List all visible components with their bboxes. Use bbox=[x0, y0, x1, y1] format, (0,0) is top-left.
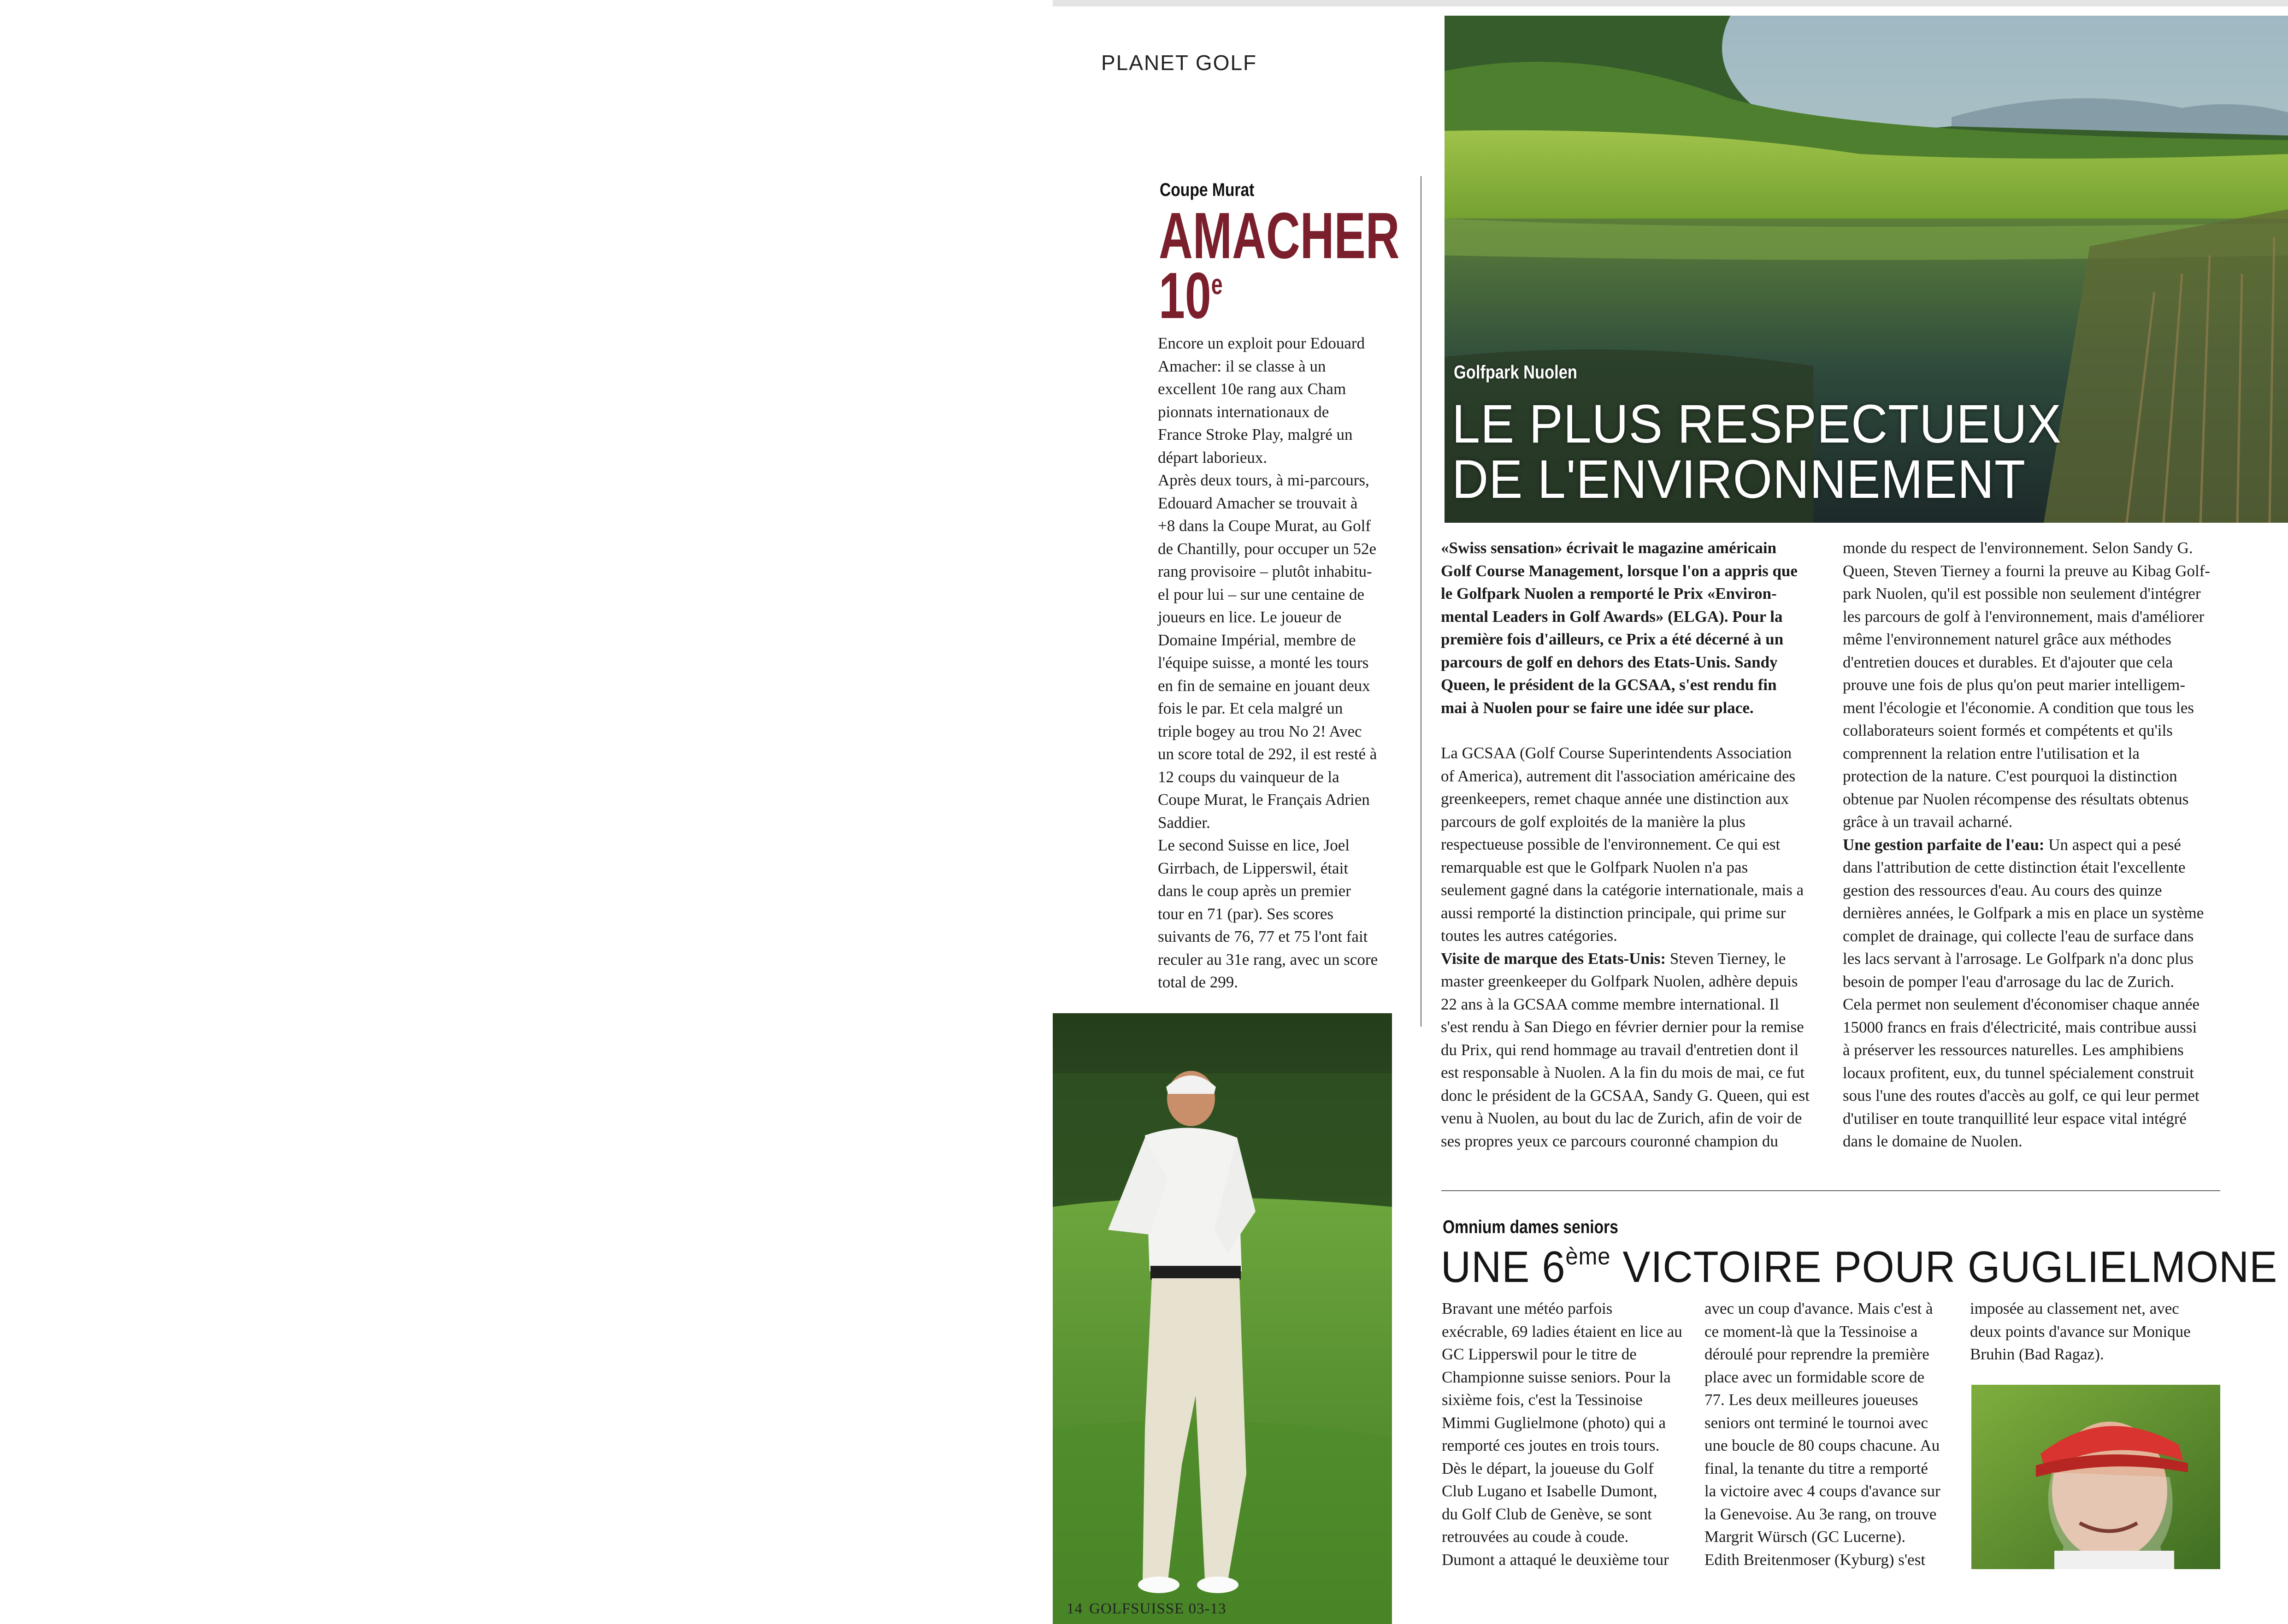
text-line: Amacher: il se classe à un bbox=[1158, 357, 1326, 375]
text-line: Mimmi Guglielmone (photo) qui a bbox=[1442, 1413, 1666, 1432]
folio-page-number: 14 bbox=[1067, 1600, 1083, 1617]
text-line: retrouvées au coude à coude. bbox=[1442, 1528, 1629, 1546]
folio bbox=[1067, 1600, 1232, 1618]
text-line: de Chantilly, pour occuper un 52e bbox=[1158, 539, 1376, 558]
running-head: PLANET GOLF bbox=[1101, 51, 1257, 75]
nuolen-water-first-line: Un aspect qui a pesé bbox=[2044, 835, 2181, 854]
text-line: final, la tenante du titre a remporté bbox=[1704, 1459, 1928, 1477]
text-line: les parcours de golf à l'environnement, mais d'améliorer bbox=[1843, 607, 2205, 626]
text-line: Bruhin (Bad Ragaz). bbox=[1970, 1345, 2104, 1363]
text-line: prouve une fois de plus qu'on peut marier intelligem- bbox=[1843, 676, 2186, 694]
text-line: déroulé pour reprendre la première bbox=[1704, 1345, 1929, 1363]
text-line: remarquable est que le Golfpark Nuolen n'a pas bbox=[1441, 858, 1748, 876]
nuolen-water-paragraph bbox=[1843, 833, 2235, 1153]
nuolen-title-line2: DE L'ENVIRONNEMENT bbox=[1452, 449, 2026, 510]
text-line: l'équipe suisse, a monté les tours bbox=[1158, 654, 1369, 672]
text-line: Encore un exploit pour Edouard bbox=[1158, 334, 1365, 352]
text-line: pionnats internationaux de bbox=[1158, 402, 1329, 421]
text-line: aussi remporté la distinction principale, qui prime sur bbox=[1441, 904, 1786, 922]
text-line: rang provisoire – plutôt inhabitu- bbox=[1158, 562, 1372, 580]
text-line: les lacs servant à l'arrosage. Le Golfpark n'a donc plus bbox=[1843, 950, 2194, 968]
murat-title-line1: AMACHER bbox=[1159, 199, 1400, 272]
omnium-column-3 bbox=[1970, 1297, 2228, 1366]
text-line: +8 dans la Coupe Murat, au Golf bbox=[1158, 517, 1371, 535]
nuolen-column-2 bbox=[1843, 537, 2235, 1153]
nuolen-visit-first-line: Steven Tierney, le bbox=[1666, 949, 1786, 968]
text-line: complet de drainage, qui collecte l'eau de surface dans bbox=[1843, 927, 2194, 945]
text-line: seulement gagné dans la catégorie internationale, mais a bbox=[1441, 881, 1804, 899]
murat-title-line2: 10e bbox=[1159, 259, 1223, 332]
text-line: master greenkeeper du Golfpark Nuolen, adhère depuis bbox=[1441, 972, 1798, 990]
text-line: of America), autrement dit l'association américaine des bbox=[1441, 767, 1796, 785]
text-line: La GCSAA (Golf Course Superintendents Association bbox=[1441, 744, 1792, 762]
text-line: greenkeepers, remet chaque année une distinction aux bbox=[1441, 790, 1789, 808]
text-line: venu à Nuolen, au bout du lac de Zurich, afin de voir de bbox=[1441, 1109, 1802, 1127]
nuolen-kicker: Golfpark Nuolen bbox=[1454, 361, 1577, 383]
text-line: ment l'écologie et l'économie. A condition que tous les bbox=[1843, 698, 2194, 717]
text-line: en fin de semaine en jouant deux bbox=[1158, 676, 1370, 695]
magazine-page bbox=[1053, 0, 2288, 1618]
text-line: une boucle de 80 coups chacune. Au bbox=[1704, 1436, 1940, 1454]
nuolen-title-line1: LE PLUS RESPECTUEUX bbox=[1452, 394, 2062, 455]
text-line: collaborateurs soient formés et compétents et qu'ils bbox=[1843, 721, 2173, 739]
text-line: donc le président de la GCSAA, Sandy G. Queen, qui est bbox=[1441, 1086, 1810, 1104]
text-line: la victoire avec 4 coups d'avance sur bbox=[1704, 1482, 1940, 1500]
text-line: d'utiliser en toute tranquillité leur espace vital intégré bbox=[1843, 1109, 2187, 1128]
nuolen-column-1 bbox=[1441, 537, 1823, 1152]
text-line: Bravant une météo parfois bbox=[1442, 1299, 1613, 1317]
text-line: même l'environnement naturel grâce aux méthodes bbox=[1843, 630, 2171, 648]
text-line: imposée au classement net, avec bbox=[1970, 1299, 2179, 1317]
text-line: ses propres yeux ce parcours couronné champion du bbox=[1441, 1132, 1778, 1150]
golfer-photo bbox=[1053, 1013, 1392, 1624]
text-line: Margrit Würsch (GC Lucerne). bbox=[1704, 1528, 1906, 1546]
text-line: dans l'attribution de cette distinction était l'excellente bbox=[1843, 858, 2186, 876]
text-line: el pour lui – sur une centaine de bbox=[1158, 585, 1365, 603]
text-line: 22 ans à la GCSAA comme membre international. Il bbox=[1441, 995, 1779, 1013]
text-line: avec un coup d'avance. Mais c'est à bbox=[1704, 1299, 1933, 1317]
text-line: Edouard Amacher se trouvait à bbox=[1158, 494, 1358, 512]
nuolen-lead bbox=[1441, 537, 1823, 719]
text-line: dans le domaine de Nuolen. bbox=[1843, 1132, 2023, 1150]
text-line: place avec un formidable score de bbox=[1704, 1368, 1925, 1386]
text-line: Queen, Steven Tierney a fourni la preuve au Kibag Golf- bbox=[1843, 561, 2211, 580]
text-line: remporté ces joutes en trois tours. bbox=[1442, 1436, 1660, 1454]
text-line: ce moment-là que la Tessinoise a bbox=[1704, 1322, 1918, 1341]
text-line: est responsable à Nuolen. A la fin du mois de mai, ce fut bbox=[1441, 1063, 1805, 1081]
text-line: départ laborieux. bbox=[1158, 448, 1268, 467]
section-rule bbox=[1441, 1190, 2220, 1191]
text-line: à préserver les ressources naturelles. Les amphibiens bbox=[1843, 1041, 2184, 1059]
text-line: le Golfpark Nuolen a remporté le Prix «Environ- bbox=[1441, 585, 1777, 602]
murat-kicker: Coupe Murat bbox=[1160, 180, 1255, 200]
text-line: Cela permet non seulement d'économiser chaque année bbox=[1843, 995, 2200, 1013]
text-line: locaux profitent, eux, du tunnel spécialement construit bbox=[1843, 1063, 2194, 1082]
nuolen-visit-paragraph bbox=[1441, 947, 1823, 1153]
text-line: obtenue par Nuolen récompense des résultats obtenus bbox=[1843, 790, 2189, 808]
text-line: s'est rendu à San Diego en février dernier pour la remise bbox=[1441, 1018, 1804, 1036]
text-line: parcours de golf en dehors des Etats-Unis. Sandy bbox=[1441, 653, 1778, 671]
omnium-kicker: Omnium dames seniors bbox=[1443, 1217, 1618, 1237]
text-line: reculer au 31e rang, avec un score bbox=[1158, 950, 1378, 968]
text-line: exécrable, 69 ladies étaient en lice au bbox=[1442, 1322, 1682, 1341]
text-line: grâce à un travail acharné. bbox=[1843, 813, 2013, 831]
text-line: du Prix, qui rend hommage au travail d'entretien dont il bbox=[1441, 1040, 1799, 1059]
text-line: Club Lugano et Isabelle Dumont, bbox=[1442, 1482, 1657, 1500]
text-line: 15000 francs en frais d'électricité, mais contribue aussi bbox=[1843, 1018, 2197, 1036]
text-line: dans le coup après un premier bbox=[1158, 882, 1351, 900]
text-line: Golf Course Management, lorsque l'on a appris que bbox=[1441, 561, 1798, 580]
nuolen-visit-label: Visite de marque des Etats-Unis: bbox=[1441, 949, 1666, 968]
text-line: triple bogey au trou No 2! Avec bbox=[1158, 722, 1362, 740]
text-line: Championne suisse seniors. Pour la bbox=[1442, 1368, 1671, 1386]
text-line: Après deux tours, à mi-parcours, bbox=[1158, 471, 1369, 489]
text-line: Queen, le président de la GCSAA, s'est rendu fin bbox=[1441, 676, 1777, 694]
text-line: toutes les autres catégories. bbox=[1441, 927, 1617, 945]
text-line: Le second Suisse en lice, Joel bbox=[1158, 836, 1350, 854]
text-line: comprennent la relation entre l'utilisation et la bbox=[1843, 744, 2140, 762]
text-line: Domaine Impérial, membre de bbox=[1158, 631, 1356, 649]
omnium-column-1 bbox=[1442, 1297, 1700, 1571]
text-line: mental Leaders in Golf Awards» (ELGA). Pour la bbox=[1441, 607, 1783, 626]
text-line: dernières années, le Golfpark a mis en place un système bbox=[1843, 904, 2204, 922]
folio-magazine: GOLFSUISSE 03-13 bbox=[1089, 1600, 1227, 1617]
text-line: protection de la nature. C'est pourquoi la distinction bbox=[1843, 767, 2177, 785]
nuolen-column-2-body bbox=[1843, 537, 2235, 833]
text-line: Dumont a attaqué le deuxième tour bbox=[1442, 1550, 1669, 1569]
omnium-title: UNE 6ème VICTOIRE POUR GUGLIELMONE bbox=[1441, 1242, 2278, 1292]
text-line: tour en 71 (par). Ses scores bbox=[1158, 904, 1334, 923]
text-line: sixième fois, c'est la Tessinoise bbox=[1442, 1391, 1643, 1409]
nuolen-visit-body bbox=[1441, 970, 1823, 1152]
text-line: d'entretien douces et durables. Et d'ajouter que cela bbox=[1843, 653, 2173, 671]
text-line: parcours de golf exploités de la manière la plus bbox=[1441, 812, 1745, 831]
text-line: mai à Nuolen pour se faire une idée sur place. bbox=[1441, 698, 1754, 717]
text-line: un score total de 292, il est resté à bbox=[1158, 745, 1377, 763]
text-line: GC Lipperswil pour le titre de bbox=[1442, 1345, 1637, 1363]
nuolen-water-label: Une gestion parfaite de l'eau: bbox=[1843, 835, 2045, 854]
text-line: Saddier. bbox=[1158, 813, 1210, 832]
text-line: Coupe Murat, le Français Adrien bbox=[1158, 791, 1370, 809]
text-line: park Nuolen, qu'il est possible non seulement d'intégrer bbox=[1843, 585, 2201, 602]
murat-body bbox=[1158, 332, 1416, 994]
text-line: total de 299. bbox=[1158, 973, 1238, 991]
nuolen-water-body bbox=[1843, 856, 2235, 1153]
text-line: deux points d'avance sur Monique bbox=[1970, 1322, 2191, 1341]
text-line: seniors ont terminé le tournoi avec bbox=[1704, 1413, 1928, 1432]
text-line: sous l'une des routes d'accès au golf, ce qui leur permet bbox=[1843, 1087, 2200, 1104]
text-line: respectueuse possible de l'environnement. Ce qui est bbox=[1441, 835, 1781, 853]
text-line: besoin de pomper l'eau d'arrosage du lac de Zurich. bbox=[1843, 972, 2175, 991]
text-line: Edith Breitenmoser (Kyburg) s'est bbox=[1704, 1550, 1926, 1569]
text-line: 12 coups du vainqueur de la bbox=[1158, 768, 1339, 786]
text-line: la Genevoise. Au 3e rang, on trouve bbox=[1704, 1505, 1937, 1523]
text-line: gestion des ressources d'eau. Au cours des quinze bbox=[1843, 881, 2162, 899]
text-line: excellent 10e rang aux Cham bbox=[1158, 380, 1346, 398]
text-line: suivants de 76, 77 et 75 l'ont fait bbox=[1158, 927, 1368, 945]
text-line: du Golf Club de Genève, se sont bbox=[1442, 1505, 1652, 1523]
omnium-column-2 bbox=[1704, 1297, 1963, 1571]
text-line: France Stroke Play, malgré un bbox=[1158, 425, 1353, 443]
nuolen-intro bbox=[1441, 742, 1823, 947]
text-line: première fois d'ailleurs, ce Prix a été décerné à un bbox=[1441, 630, 1784, 648]
portrait-photo bbox=[1971, 1385, 2220, 1569]
text-line: monde du respect de l'environnement. Selon Sandy G. bbox=[1843, 539, 2193, 557]
text-line: Girrbach, de Lipperswil, était bbox=[1158, 859, 1349, 877]
text-line: fois le par. Et cela malgré un bbox=[1158, 699, 1343, 717]
text-line: Dès le départ, la joueuse du Golf bbox=[1442, 1459, 1654, 1477]
text-line: «Swiss sensation» écrivait le magazine américain bbox=[1441, 539, 1777, 557]
text-line: joueurs en lice. Le joueur de bbox=[1158, 608, 1342, 626]
text-line: 77. Les deux meilleures joueuses bbox=[1704, 1391, 1918, 1409]
